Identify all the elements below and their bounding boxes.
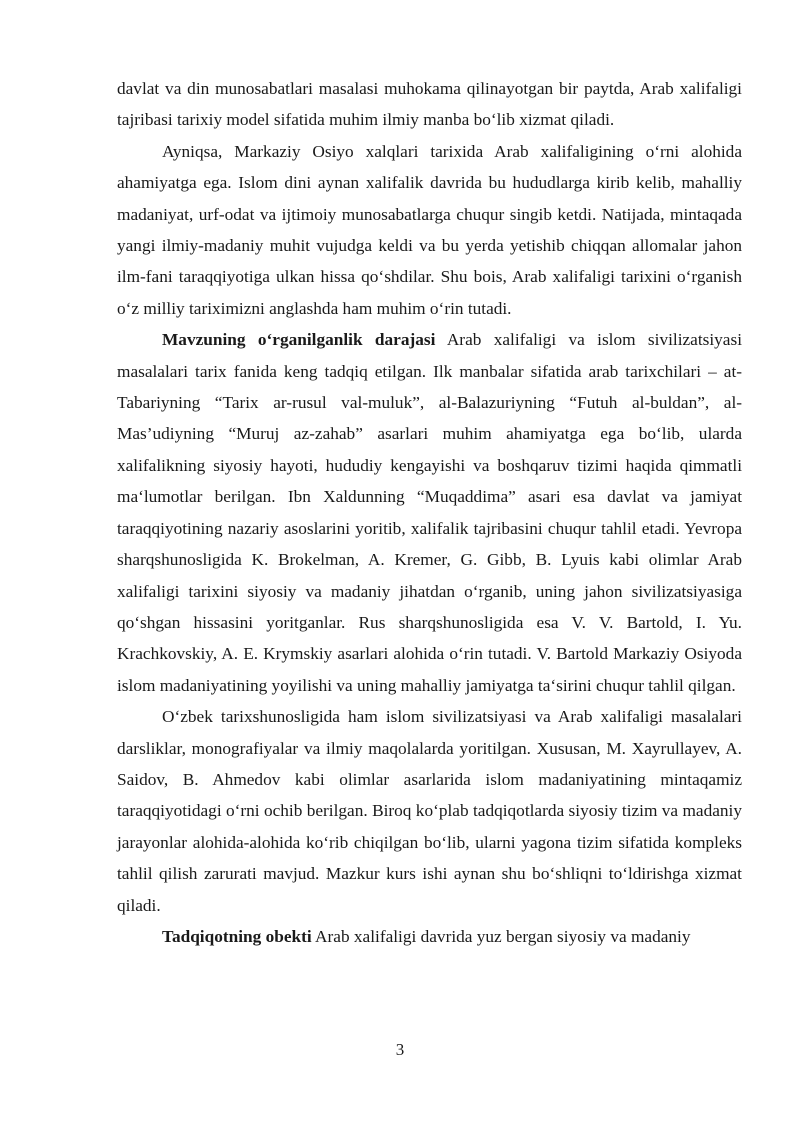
paragraph-4	[117, 701, 742, 921]
paragraph-text: Arab xalifaligi va islom sivilizatsiyasi masalalari tarix fanida keng tadqiq etilgan. Ilk manbalar sifatida arab tarixchilari – at-Tabariyning “Tarix ar-rusul val-muluk”, al-Balazuriyning “Futuh al-buldan”, al-Mas’udiyning “Muruj az-zahab” asarlari muhim ahamiyatga ega bo‘lib, ularda xalifalikning siyosiy hayoti, hududiy kengayishi va boshqaruv tizimi haqida qimmatli ma‘lumotlar berilgan. Ibn Xaldunning “Muqaddima” asari esa davlat va jamiyat taraqqiyotining nazariy asoslarini yoritib, xalifalik tajribasini chuqur tahlil etadi. Yevropa sharqshunosligida K. Brokelman, A. Kremer, G. Gibb, B. Lyuis kabi olimlar Arab xalifaligi tarixini siyosiy va madaniy jihatdan o‘rganib, uning jahon sivilizatsiyasiga qo‘shgan hissasini yoritganlar. Rus sharqshunosligida esa V. V. Bartold, I. Yu. Krachkovskiy, A. E. Krymskiy asarlari alohida o‘rin tutadi. V. Bartold Markaziy Osiyoda islom madaniyatining yoyilishi va uning mahalliy jamiyatga ta‘sirini chuqur tahlil qilgan.	[117, 330, 742, 695]
paragraph-lead-heading: Mavzuning o‘rganilganlik darajasi	[162, 330, 436, 350]
paragraph-3	[117, 324, 742, 701]
paragraph-text: O‘zbek tarixshunosligida ham islom sivilizatsiyasi va Arab xalifaligi masalalari darsliklar, monografiyalar va ilmiy maqolalarda yoritilgan. Xususan, M. Xayrullayev, A. Saidov, B. Ahmedov kabi olimlar asarlarida islom madaniyatining mintaqamiz taraqqiyotidagi o‘rni ochib berilgan. Biroq ko‘plab tadqiqotlarda siyosiy tizim va madaniy jarayonlar alohida-alohida ko‘rib chiqilgan bo‘lib, ularni yagona tizim sifatida kompleks tahlil qilish zarurati mavjud. Mazkur kurs ishi aynan shu bo‘shliqni to‘ldirishga xizmat qiladi.	[117, 707, 742, 915]
paragraph-text: Arab xalifaligi davrida yuz bergan siyosiy va madaniy	[311, 926, 691, 946]
page-number: 3	[395, 1040, 405, 1059]
paragraph-5	[117, 921, 742, 952]
paragraph-2	[117, 136, 742, 324]
paragraph-text: Ayniqsa, Markaziy Osiyo xalqlari tarixida Arab xalifaligining o‘rni alohida ahamiyatga ega. Islom dini aynan xalifalik davrida bu hududlarga kirib kelib, mahalliy madaniyat, urf-odat va ijtimoiy munosabatlarga chuqur singib ketdi. Natijada, mintaqada yangi ilmiy-madaniy muhit vujudga keldi va bu yerda yetishib chiqqan allomalar jahon ilm-fani taraqqiyotiga ulkan hissa qo‘shdilar. Shu bois, Arab xalifaligi tarixini o‘rganish o‘z milliy tariximizni anglashda ham muhim o‘rin tutadi.	[117, 141, 742, 318]
paragraph-text: davlat va din munosabatlari masalasi muhokama qilinayotgan bir paytda, Arab xalifaligi tajribasi tarixiy model sifatida muhim ilmiy manba bo‘lib xizmat qiladi.	[117, 79, 742, 130]
paragraph-lead-heading: Tadqiqotning obekti	[162, 926, 312, 946]
document-page	[117, 73, 742, 952]
paragraph-1	[117, 73, 742, 136]
